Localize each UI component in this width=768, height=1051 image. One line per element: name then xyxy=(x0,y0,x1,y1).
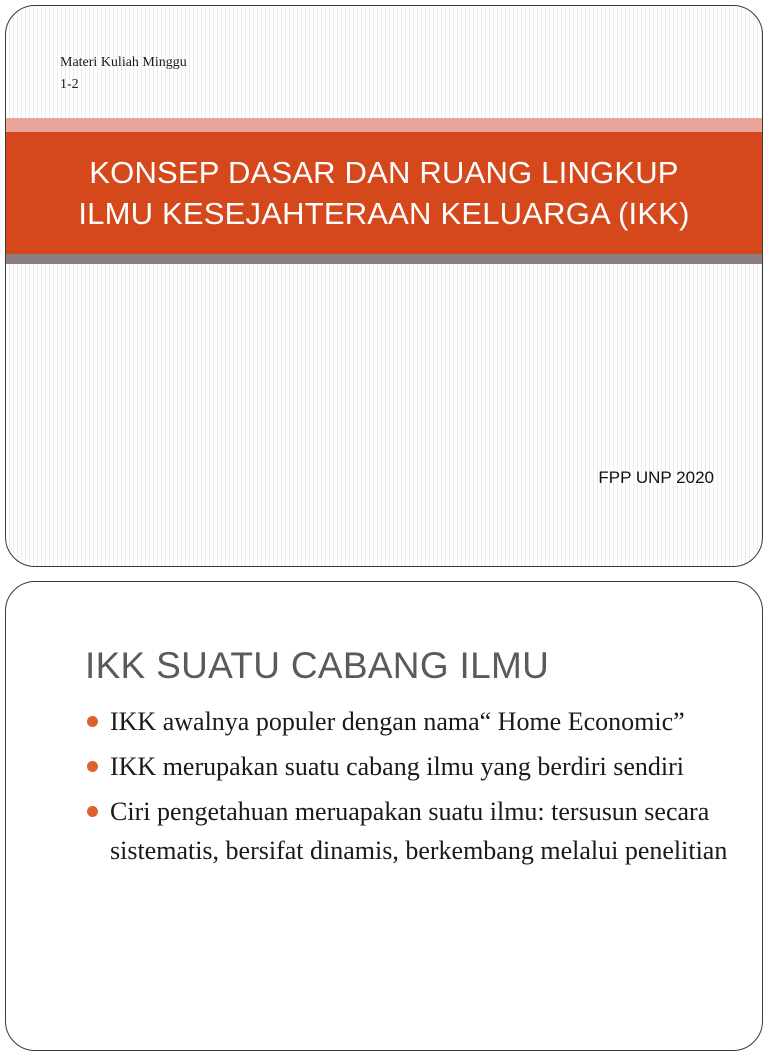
title-line: ILMU KESEJAHTERAAN KELUARGA (IKK) xyxy=(78,196,690,231)
accent-band xyxy=(6,118,762,132)
bullet-icon xyxy=(87,761,98,772)
title-line: KONSEP DASAR DAN RUANG LINGKUP xyxy=(89,155,679,190)
subtitle-line: Materi Kuliah Minggu xyxy=(60,55,187,70)
slide-subtitle xyxy=(60,52,187,96)
title-band xyxy=(6,132,762,254)
bullet-text: Ciri pengetahuan meruapakan suatu ilmu: tersusun secara sistematis, bersifat dinamis, berkembang melalui penelitian xyxy=(110,797,728,865)
title-slide xyxy=(5,5,763,567)
bullet-item xyxy=(86,747,736,786)
slide-title xyxy=(78,152,689,234)
content-slide xyxy=(5,581,763,1051)
bullet-text: IKK awalnya populer dengan nama“ Home Economic” xyxy=(110,707,685,736)
slide-heading: IKK SUATU CABANG ILMU xyxy=(85,645,550,686)
divider-band xyxy=(6,254,762,264)
bullet-icon xyxy=(87,716,98,727)
slide-footer: FPP UNP 2020 xyxy=(598,468,714,487)
bullet-text: IKK merupakan suatu cabang ilmu yang berdiri sendiri xyxy=(110,752,684,781)
bullet-item xyxy=(86,702,736,741)
subtitle-line: 1-2 xyxy=(60,77,79,92)
bullet-icon xyxy=(87,806,98,817)
bullet-list xyxy=(86,702,736,876)
bullet-item xyxy=(86,792,736,870)
